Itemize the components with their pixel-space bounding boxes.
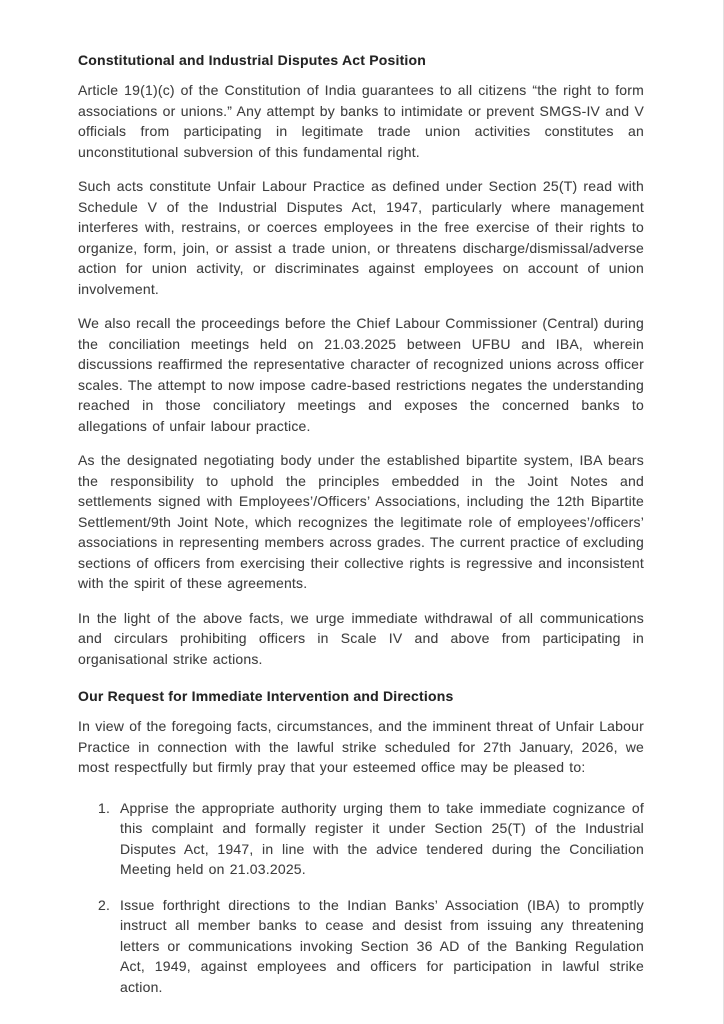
list-item-number: 1.	[98, 799, 111, 816]
paragraph-article-19: Article 19(1)(c) of the Constitution of India guarantees to all citizens “the right to form associations or unions.” Any attempt by banks to intimidate or prevent SMGS-IV and V officials from participating in legitimate trade union activities constitutes an unconstitutional subversion of this fundamental right.	[78, 82, 644, 160]
paragraph-request-intro: In view of the foregoing facts, circumstances, and the imminent threat of Unfair Labour Practice in connection with the lawful strike scheduled for 27th January, 2026, we most respectfully but firmly pray that your esteemed office may be pleased to:	[78, 718, 644, 775]
paragraph-bipartite-system: As the designated negotiating body under the established bipartite system, IBA bears the responsibility to uphold the principles embedded in the Joint Notes and settlements signed with Employees’/Officers’ Associations, including the 12th Bipartite Settlement/9th Joint Note, which recognizes the legitimate role of employees’/officers’ associations in representing members across grades. The current practice of excluding sections of officers from exercising their collective rights is regressive and inconsistent with the spirit of these agreements.	[78, 452, 644, 591]
paragraph-chief-labour-commissioner: We also recall the proceedings before the Chief Labour Commissioner (Central) during the conciliation meetings held on 21.03.2025 between UFBU and IBA, wherein discussions reaffirmed the representative character of recognized unions across officer scales. The attempt to now impose cadre-based restrictions negates the understanding reached in those conciliatory meetings and exposes the concerned banks to allegations of unfair labour practice.	[78, 315, 644, 434]
list-item-number: 2.	[98, 896, 111, 913]
list-item-text: Issue forthright directions to the Indian Banks’ Association (IBA) to promptly instruct all member banks to cease and desist from issuing any threatening letters or communications invoking Section 36 AD of the Banking Regulation Act, 1949, against employees and officers for participation in lawful strike action.	[120, 896, 644, 995]
paragraph-withdrawal-urge: In the light of the above facts, we urge immediate withdrawal of all communications and circulars prohibiting officers in Scale IV and above from participating in organisational strike actions.	[78, 609, 644, 667]
paragraph-unfair-labour-practice: Such acts constitute Unfair Labour Practice as defined under Section 25(T) read with Schedule V of the Industrial Disputes Act, 1947, particularly where management interferes with, restrains, or coerces employees in the free exercise of their rights to organize, form, join, or assist a trade union, or threatens discharge/dismissal/adverse action for union activity, or discriminates against employees on account of union involvement.	[78, 178, 644, 297]
list-item	[78, 798, 644, 880]
list-item-text: Apprise the appropriate authority urging them to take immediate cognizance of this complaint and formally register it under Section 25(T) of the Industrial Disputes Act, 1947, in line with the advice tendered during the Conciliation Meeting held on 21.03.2025.	[120, 799, 644, 877]
numbered-list	[78, 798, 644, 998]
section-heading-request: Our Request for Immediate Intervention and Directions	[78, 688, 454, 704]
section-heading-constitutional: Constitutional and Industrial Disputes Act Position	[78, 52, 427, 68]
list-item	[78, 895, 644, 998]
